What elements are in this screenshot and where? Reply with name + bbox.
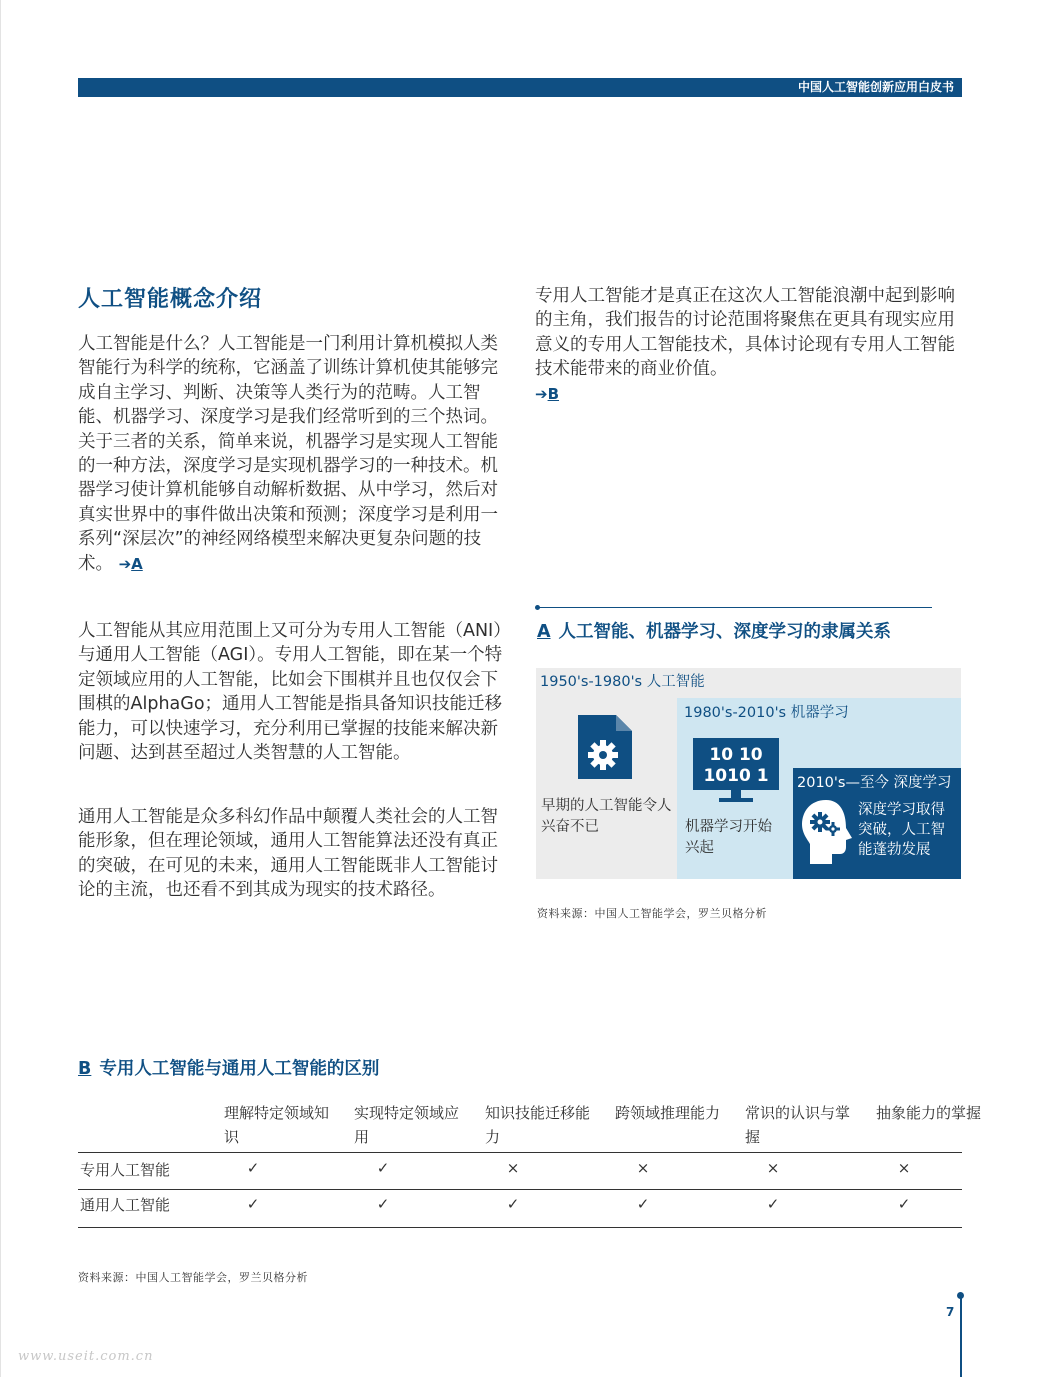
dl-era-label: 2010's—至今 深度学习 — [797, 775, 952, 791]
intro-paragraph-text: 人工智能是什么？人工智能是一门利用计算机模拟人类智能行为科学的统称，它涵盖了训练计算机使其能够完成自主学习、判断、决策等人类行为的范畴。人工智能、机器学习、深度学习是我们经常听到的三个热词。关于三者的关系，简单来说，机器学习是实现人工智能的一种方法，深度学习是实现机器学习的一种技术。机器学习使计算机能够自动解析数据、从中学习，然后对真实世界中的事件做出决策和预测；深度学习是利用一系列“深层次”的神经网络模型来解决更复杂问题的技术。 — [78, 334, 498, 574]
table-cell-mark: × — [897, 1159, 911, 1177]
table-cell-mark: ✓ — [246, 1195, 260, 1213]
table-b-letter: B — [78, 1059, 92, 1079]
report-header-bar — [78, 78, 962, 97]
gear-document-icon — [578, 715, 632, 779]
figure-a-title — [537, 618, 891, 643]
column-header: 实现特定领域应用 — [354, 1104, 460, 1146]
arrow-right-icon: ➔ — [535, 384, 548, 403]
table-cell-mark: ✓ — [636, 1195, 650, 1213]
table-cell-mark: × — [636, 1159, 650, 1177]
table-cell-mark: ✓ — [376, 1195, 390, 1213]
table-b-reference-letter: B — [547, 384, 560, 403]
column-header: 理解特定领域知识 — [224, 1104, 330, 1146]
figure-a-dot — [535, 605, 540, 610]
column-header: 跨领域推理能力 — [615, 1104, 721, 1122]
table-cell-mark: ✓ — [766, 1195, 780, 1213]
table-cell-mark: ✓ — [376, 1159, 390, 1177]
ai-era-caption: 早期的人工智能令人兴奋不已 — [541, 798, 672, 835]
binary-text-row-1: 10 10 — [709, 745, 763, 765]
report-header-title: 中国人工智能创新应用白皮书 — [797, 80, 954, 94]
brain-gear-icon — [800, 798, 856, 866]
table-cell-mark: × — [766, 1159, 780, 1177]
figure-a-source: 资料来源：中国人工智能学会，罗兰贝格分析 — [537, 907, 767, 920]
page-number-rule — [960, 1296, 962, 1377]
page-number: 7 — [946, 1305, 955, 1319]
table-b-title-text: 专用人工智能与通用人工智能的区别 — [99, 1059, 380, 1079]
table-cell-mark: ✓ — [897, 1195, 911, 1213]
table-rule — [78, 1227, 962, 1228]
column-header: 抽象能力的掌握 — [876, 1104, 982, 1122]
figure-a-title-text: 人工智能、机器学习、深度学习的隶属关系 — [558, 622, 892, 642]
page-edge-line — [0, 0, 1, 1377]
table-cell-mark: ✓ — [506, 1195, 520, 1213]
ai-era-label: 1950's-1980's 人工智能 — [540, 674, 705, 690]
page-number-dot — [957, 1292, 964, 1299]
column-header: 知识技能迁移能力 — [485, 1104, 591, 1146]
figure-a-reference-link[interactable] — [119, 555, 143, 573]
intro-paragraph — [78, 332, 506, 576]
table-rule — [78, 1189, 962, 1190]
arrow-right-icon: ➔ — [118, 554, 132, 573]
binary-monitor-icon — [693, 738, 779, 808]
table-cell-mark: ✓ — [246, 1159, 260, 1177]
table-row-label-agi: 通用人工智能 — [80, 1196, 171, 1214]
section-title: 人工智能概念介绍 — [78, 287, 263, 312]
ani-focus-paragraph — [535, 284, 963, 406]
table-b-title — [78, 1055, 379, 1080]
agi-paragraph: 通用人工智能是众多科幻作品中颠覆人类社会的人工智能形象，但在理论领域，通用人工智能算法还没有真正的突破，在可见的未来，通用人工智能既非人工智能讨论的主流，也还看不到其成为现实的技术路径。 — [78, 807, 498, 901]
table-cell-mark: × — [506, 1159, 520, 1177]
column-header: 常识的认识与掌握 — [745, 1104, 851, 1146]
ani-agi-paragraph: 人工智能从其应用范围上又可分为专用人工智能（ANI）与通用人工智能（AGI）。专用人工智能，即在某一个特定领域应用的人工智能，比如会下围棋并且也仅仅会下围棋的AlphaGo；通用人工智能是指具备知识技能迁移能力，可以快速学习，充分利用已掌握的技能来解决新问题、达到甚至超过人类智慧的人工智能。 — [78, 621, 503, 764]
figure-a-letter: A — [537, 622, 551, 642]
table-b-source: 资料来源：中国人工智能学会，罗兰贝格分析 — [78, 1271, 308, 1284]
table-row-label-ani: 专用人工智能 — [80, 1161, 171, 1179]
binary-text-row-2: 1010 1 — [703, 766, 769, 786]
dl-era-caption: 深度学习取得突破，人工智能蓬勃发展 — [858, 802, 945, 858]
figure-a-rule — [537, 607, 932, 608]
figure-a-reference-letter: A — [131, 554, 143, 573]
ani-focus-paragraph-text: 专用人工智能才是真正在这次人工智能浪潮中起到影响的主角，我们报告的讨论范围将聚焦在更具有现实应用意义的专用人工智能技术，具体讨论现有专用人工智能技术能带来的商业价值。 — [535, 286, 955, 380]
watermark: www.useit.com.cn — [18, 1349, 154, 1364]
table-b-reference-link[interactable] — [535, 385, 559, 403]
ml-era-label: 1980's-2010's 机器学习 — [684, 705, 849, 721]
ml-era-caption: 机器学习开始兴起 — [685, 819, 772, 856]
table-rule — [78, 1152, 962, 1153]
